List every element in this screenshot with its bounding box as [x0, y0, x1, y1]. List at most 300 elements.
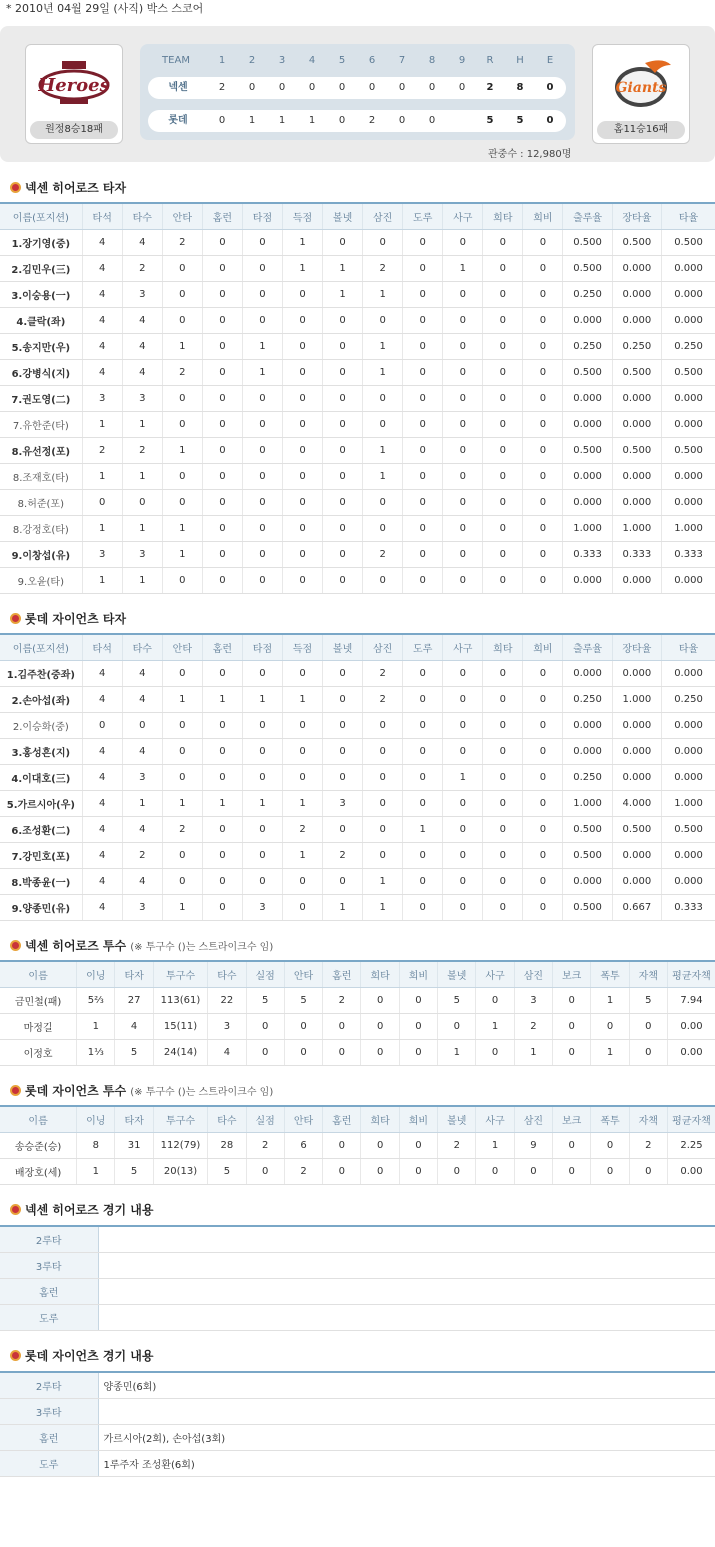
stat-cell: 0.500 [563, 842, 612, 868]
player-name: 5.송지만(우) [0, 333, 82, 359]
stat-cell: 0.250 [563, 686, 612, 712]
stat-cell: 1 [162, 686, 202, 712]
stat-cell: 0.500 [662, 359, 715, 385]
stat-cell: 0 [553, 1132, 591, 1158]
inning-score: 1 [308, 115, 316, 126]
stat-cell: 0 [284, 1013, 322, 1039]
stat-cell: 0 [363, 489, 403, 515]
stat-cell: 0.000 [563, 411, 612, 437]
stat-cell: 0 [443, 385, 483, 411]
line-score-header-cell: 7 [398, 55, 406, 66]
player-name: 9.오윤(타) [0, 567, 82, 593]
column-header: 자책 [629, 961, 667, 987]
stat-cell: 0 [323, 686, 363, 712]
stat-cell: 0 [162, 411, 202, 437]
column-header: 이름 [0, 961, 77, 987]
lotte-detail-title: 롯데 자이언츠 경기 내용 [10, 1348, 153, 1364]
lotte-batting-table [0, 633, 715, 921]
baseball-icon [10, 940, 21, 951]
column-header: 삼진 [514, 961, 552, 987]
stat-cell: 0 [202, 437, 242, 463]
column-header: 삼진 [514, 1106, 552, 1132]
stat-cell: 0 [438, 1013, 476, 1039]
player-name: 1.장기영(중) [0, 229, 82, 255]
stat-cell: 0 [202, 567, 242, 593]
line-score [140, 44, 575, 140]
stat-cell: 1 [242, 790, 282, 816]
stat-cell: 0 [162, 842, 202, 868]
column-header: 장타율 [612, 634, 661, 660]
stat-cell: 0 [282, 567, 322, 593]
stat-cell: 0 [282, 463, 322, 489]
stat-cell: 0 [629, 1039, 667, 1065]
line-score-header [140, 54, 575, 68]
stat-cell: 1 [242, 333, 282, 359]
stat-cell: 4 [82, 842, 122, 868]
stat-cell: 0 [202, 541, 242, 567]
stat-cell: 0.000 [662, 489, 715, 515]
stat-cell: 0 [443, 437, 483, 463]
stat-cell: 0 [443, 894, 483, 920]
stat-cell: 2 [246, 1132, 284, 1158]
home-team-card[interactable] [592, 44, 690, 144]
baseball-icon [10, 1350, 21, 1361]
stat-cell: 27 [115, 987, 153, 1013]
table-row [0, 790, 715, 816]
stat-cell: 0.000 [662, 385, 715, 411]
table-row [0, 816, 715, 842]
player-name: 6.조성환(二) [0, 816, 82, 842]
stat-cell: 0 [443, 712, 483, 738]
stat-cell: 1 [162, 894, 202, 920]
stat-cell: 4 [122, 660, 162, 686]
column-header: 타수 [122, 634, 162, 660]
stat-cell: 0 [282, 515, 322, 541]
detail-value [98, 1278, 715, 1304]
player-name: 8.유선정(포) [0, 437, 82, 463]
stat-cell: 0 [162, 764, 202, 790]
stat-cell: 1.000 [563, 515, 612, 541]
stat-cell: 0 [523, 816, 563, 842]
stat-cell: 0.000 [662, 712, 715, 738]
baseball-icon [10, 613, 21, 624]
stat-cell: 4 [122, 307, 162, 333]
stat-cell: 0.000 [612, 567, 661, 593]
stat-cell: 0 [323, 1039, 361, 1065]
stat-cell: 0 [361, 1158, 399, 1184]
stat-cell: 1.000 [612, 515, 661, 541]
stat-cell: 0 [323, 541, 363, 567]
stat-cell: 0.000 [612, 463, 661, 489]
column-header: 이닝 [77, 961, 115, 987]
stat-cell: 0 [202, 842, 242, 868]
stat-cell: 0 [523, 489, 563, 515]
detail-label: 3루타 [0, 1398, 98, 1424]
stat-cell: 0 [483, 660, 523, 686]
stat-cell: 7.94 [667, 987, 715, 1013]
stat-cell: 0 [242, 712, 282, 738]
stat-cell: 0 [483, 738, 523, 764]
detail-label: 3루타 [0, 1252, 98, 1278]
column-header: 안타 [284, 1106, 322, 1132]
table-row [0, 1158, 715, 1184]
column-header: 볼넷 [323, 203, 363, 229]
stat-cell: 0 [483, 686, 523, 712]
detail-value [98, 1226, 715, 1252]
stat-cell: 0 [202, 738, 242, 764]
nexen-pitching-table [0, 960, 715, 1066]
giants-logo-text: Giants [615, 80, 667, 96]
column-header: 삼진 [363, 203, 403, 229]
stat-cell: 4 [82, 868, 122, 894]
column-header: 희비 [399, 961, 437, 987]
stat-cell: 0 [246, 1013, 284, 1039]
stat-cell: 0.000 [563, 567, 612, 593]
player-name: 5.가르시아(우) [0, 790, 82, 816]
stat-cell: 0 [483, 868, 523, 894]
stat-cell: 15(11) [153, 1013, 207, 1039]
stat-cell: 1 [82, 515, 122, 541]
player-name: 9.양종민(유) [0, 894, 82, 920]
stat-cell: 0 [523, 281, 563, 307]
stat-cell: 0 [403, 541, 443, 567]
stat-cell: 0 [403, 437, 443, 463]
baseball-icon [10, 1204, 21, 1215]
stat-cell: 0 [363, 307, 403, 333]
table-row [0, 333, 715, 359]
column-header: 홈런 [323, 961, 361, 987]
stat-cell: 1 [242, 686, 282, 712]
stat-cell: 4 [122, 816, 162, 842]
detail-row [0, 1226, 715, 1252]
column-header: 타자 [115, 961, 153, 987]
stat-cell: 0 [399, 1013, 437, 1039]
stat-cell: 0.000 [612, 738, 661, 764]
stat-cell: 1.000 [612, 686, 661, 712]
stat-cell: 0 [553, 987, 591, 1013]
inning-score: 0 [368, 82, 376, 93]
stat-cell: 0.00 [667, 1013, 715, 1039]
table-row [0, 1039, 715, 1065]
stat-cell: 0 [399, 1039, 437, 1065]
stat-cell: 1 [591, 987, 629, 1013]
stat-cell: 20(13) [153, 1158, 207, 1184]
stat-cell: 5 [208, 1158, 246, 1184]
inning-score: 0 [428, 115, 436, 126]
stat-cell: 1 [77, 1158, 115, 1184]
stat-cell: 24(14) [153, 1039, 207, 1065]
stat-cell: 0 [323, 489, 363, 515]
stat-cell: 4 [122, 359, 162, 385]
stat-cell: 0 [202, 411, 242, 437]
stat-cell: 4 [82, 686, 122, 712]
stat-cell: 1 [82, 567, 122, 593]
line-score-header-cell: 8 [428, 55, 436, 66]
stat-cell: 5 [629, 987, 667, 1013]
stat-cell: 0 [403, 686, 443, 712]
stat-cell: 2 [323, 842, 363, 868]
table-row [0, 359, 715, 385]
nexen-detail-title: 넥센 히어로즈 경기 내용 [10, 1202, 153, 1218]
player-name: 7.강민호(포) [0, 842, 82, 868]
stat-cell: 4 [82, 255, 122, 281]
player-name: 8.박종윤(一) [0, 868, 82, 894]
stat-cell: 0 [202, 816, 242, 842]
stat-cell: 1 [162, 515, 202, 541]
stat-cell: 2 [162, 359, 202, 385]
line-score-row-home [148, 110, 566, 132]
table-row [0, 764, 715, 790]
column-header: 홈런 [202, 203, 242, 229]
nexen-detail-table [0, 1225, 715, 1331]
player-name: 마정길 [0, 1013, 77, 1039]
detail-label: 홈런 [0, 1278, 98, 1304]
lotte-pitching-title: 롯데 자이언츠 투수 (※ 투구수 ()는 스트라이크수 임) [10, 1083, 273, 1099]
stat-cell: 0 [202, 359, 242, 385]
line-score-team: 넥센 [168, 82, 188, 93]
stat-cell: 0 [443, 567, 483, 593]
stat-cell: 1 [77, 1013, 115, 1039]
column-header: 타점 [242, 634, 282, 660]
player-name: 이정호 [0, 1039, 77, 1065]
stat-cell: 5 [115, 1158, 153, 1184]
stat-cell: 0.333 [662, 894, 715, 920]
table-row [0, 1013, 715, 1039]
stat-cell: 0.000 [662, 868, 715, 894]
table-header-row [0, 203, 715, 229]
detail-value: 1루주자 조성환(6회) [98, 1450, 715, 1476]
inning-score: 0 [218, 115, 226, 126]
stat-cell: 4 [115, 1013, 153, 1039]
stat-cell: 0.500 [662, 816, 715, 842]
stat-cell: 0 [282, 712, 322, 738]
line-score-header-cell: 4 [308, 55, 316, 66]
stat-cell: 1 [82, 463, 122, 489]
stat-cell: 0 [363, 738, 403, 764]
column-header: 이닝 [77, 1106, 115, 1132]
stat-cell: 0.000 [612, 281, 661, 307]
stat-cell: 0 [282, 411, 322, 437]
column-header: 희타 [361, 1106, 399, 1132]
stat-cell: 1 [363, 281, 403, 307]
detail-row [0, 1252, 715, 1278]
stat-cell: 28 [208, 1132, 246, 1158]
stat-cell: 0 [438, 1158, 476, 1184]
column-header: 홈런 [202, 634, 242, 660]
stat-cell: 0.000 [662, 411, 715, 437]
stat-cell: 4 [82, 333, 122, 359]
stat-cell: 3 [323, 790, 363, 816]
stat-cell: 0 [162, 255, 202, 281]
stat-cell: 3 [514, 987, 552, 1013]
stat-cell: 3 [242, 894, 282, 920]
column-header: 이름(포지션) [0, 634, 82, 660]
stat-cell: 0 [443, 463, 483, 489]
stat-cell: 2 [122, 255, 162, 281]
stat-cell: 0.250 [612, 333, 661, 359]
away-team-card[interactable] [25, 44, 123, 144]
stat-cell: 1 [591, 1039, 629, 1065]
stat-cell: 0 [363, 229, 403, 255]
stat-cell: 0.000 [662, 738, 715, 764]
stat-cell: 0.250 [563, 333, 612, 359]
inning-score: 1 [278, 115, 286, 126]
player-name: 7.유한준(타) [0, 411, 82, 437]
detail-value [98, 1398, 715, 1424]
stat-cell: 0 [403, 894, 443, 920]
stat-cell: 0 [443, 541, 483, 567]
stat-cell: 0 [443, 738, 483, 764]
stat-cell: 1 [162, 437, 202, 463]
stat-cell: 1 [242, 359, 282, 385]
column-header: 사구 [443, 634, 483, 660]
stat-cell: 0 [323, 1158, 361, 1184]
stat-cell: 1 [202, 790, 242, 816]
stat-cell: 2 [323, 987, 361, 1013]
column-header: 희타 [361, 961, 399, 987]
stat-cell: 0 [363, 816, 403, 842]
column-header: 보크 [553, 961, 591, 987]
inning-score: 0 [458, 82, 466, 93]
stat-cell: 0 [443, 842, 483, 868]
stat-cell: 0 [483, 764, 523, 790]
stat-cell: 2 [82, 437, 122, 463]
stat-cell: 1 [122, 790, 162, 816]
stat-cell: 0 [361, 1039, 399, 1065]
stat-cell: 0 [162, 307, 202, 333]
stat-cell: 1 [514, 1039, 552, 1065]
stat-cell: 0 [443, 333, 483, 359]
stat-cell: 1 [122, 411, 162, 437]
stat-cell: 3 [208, 1013, 246, 1039]
stat-cell: 0 [443, 515, 483, 541]
stat-cell: 0 [591, 1013, 629, 1039]
stat-cell: 0.000 [612, 255, 661, 281]
stat-cell: 5 [246, 987, 284, 1013]
stat-cell: 1 [363, 868, 403, 894]
stat-cell: 0 [476, 987, 514, 1013]
table-row [0, 712, 715, 738]
stat-cell: 0 [443, 411, 483, 437]
stat-cell: 0 [202, 307, 242, 333]
stat-cell: 0 [242, 229, 282, 255]
total-e: 0 [546, 115, 554, 126]
table-row [0, 281, 715, 307]
stat-cell: 0 [242, 463, 282, 489]
player-name: 1.김주찬(중좌) [0, 660, 82, 686]
stat-cell: 0 [323, 333, 363, 359]
column-header: 도루 [403, 634, 443, 660]
total-h: 5 [516, 115, 524, 126]
stat-cell: 0 [523, 541, 563, 567]
inning-score: 0 [398, 115, 406, 126]
line-score-team: 롯데 [168, 115, 188, 126]
stat-cell: 0 [282, 541, 322, 567]
column-header: 평균자책 [667, 1106, 715, 1132]
stat-cell: 1 [363, 437, 403, 463]
column-header: 홈런 [323, 1106, 361, 1132]
stat-cell: 2 [363, 660, 403, 686]
player-name: 4.이대호(三) [0, 764, 82, 790]
stat-cell: 0.000 [662, 660, 715, 686]
column-header: 이름 [0, 1106, 77, 1132]
page-title: * 2010년 04월 29일 (사직) 박스 스코어 [6, 2, 204, 15]
stat-cell: 0.500 [563, 437, 612, 463]
column-header: 타석 [82, 634, 122, 660]
stat-cell: 6 [284, 1132, 322, 1158]
stat-cell: 0 [242, 816, 282, 842]
stat-cell: 0 [323, 868, 363, 894]
stat-cell: 0 [282, 359, 322, 385]
stat-cell: 1 [443, 764, 483, 790]
stat-cell: 3 [122, 894, 162, 920]
stat-cell: 0 [443, 816, 483, 842]
stat-cell: 5 [438, 987, 476, 1013]
column-header: 볼넷 [438, 961, 476, 987]
column-header: 타수 [208, 1106, 246, 1132]
table-row [0, 437, 715, 463]
column-header: 삼진 [363, 634, 403, 660]
player-name: 2.손아섭(좌) [0, 686, 82, 712]
column-header: 볼넷 [323, 634, 363, 660]
stat-cell: 0.500 [662, 437, 715, 463]
stat-cell: 3 [82, 385, 122, 411]
stat-cell: 1 [403, 816, 443, 842]
stat-cell: 0 [403, 489, 443, 515]
stat-cell: 0.667 [612, 894, 661, 920]
table-header-row [0, 1106, 715, 1132]
stat-cell: 112(79) [153, 1132, 207, 1158]
stat-cell: 0 [483, 541, 523, 567]
column-header: 볼넷 [438, 1106, 476, 1132]
stat-cell: 0.000 [563, 489, 612, 515]
detail-value [98, 1304, 715, 1330]
total-h: 8 [516, 82, 524, 93]
stat-cell: 0 [483, 411, 523, 437]
attendance: 관중수 : 12,980명 [488, 149, 572, 160]
stat-cell: 0 [523, 255, 563, 281]
column-header: 희비 [523, 203, 563, 229]
detail-row [0, 1372, 715, 1398]
stat-cell: 0 [282, 385, 322, 411]
stat-cell: 0 [162, 712, 202, 738]
stat-cell: 4 [82, 660, 122, 686]
stat-cell: 1 [363, 333, 403, 359]
stat-cell: 0.250 [662, 333, 715, 359]
stat-cell: 0 [403, 790, 443, 816]
column-header: 타수 [208, 961, 246, 987]
lotte-batting-title: 롯데 자이언츠 타자 [10, 611, 126, 627]
stat-cell: 0.500 [563, 229, 612, 255]
column-header: 사구 [476, 961, 514, 987]
stat-cell: 113(61) [153, 987, 207, 1013]
stat-cell: 0.000 [612, 712, 661, 738]
stat-cell: 1 [82, 411, 122, 437]
stat-cell: 0 [162, 660, 202, 686]
detail-label: 홈런 [0, 1424, 98, 1450]
stat-cell: 0 [242, 764, 282, 790]
stat-cell: 0 [323, 567, 363, 593]
stat-cell: 3 [122, 764, 162, 790]
stat-cell: 0 [553, 1039, 591, 1065]
stat-cell: 4 [82, 281, 122, 307]
stat-cell: 0.000 [563, 712, 612, 738]
stat-cell: 1 [363, 894, 403, 920]
stat-cell: 2 [162, 816, 202, 842]
stat-cell: 4 [122, 738, 162, 764]
stat-cell: 0 [361, 1013, 399, 1039]
stat-cell: 0 [122, 712, 162, 738]
